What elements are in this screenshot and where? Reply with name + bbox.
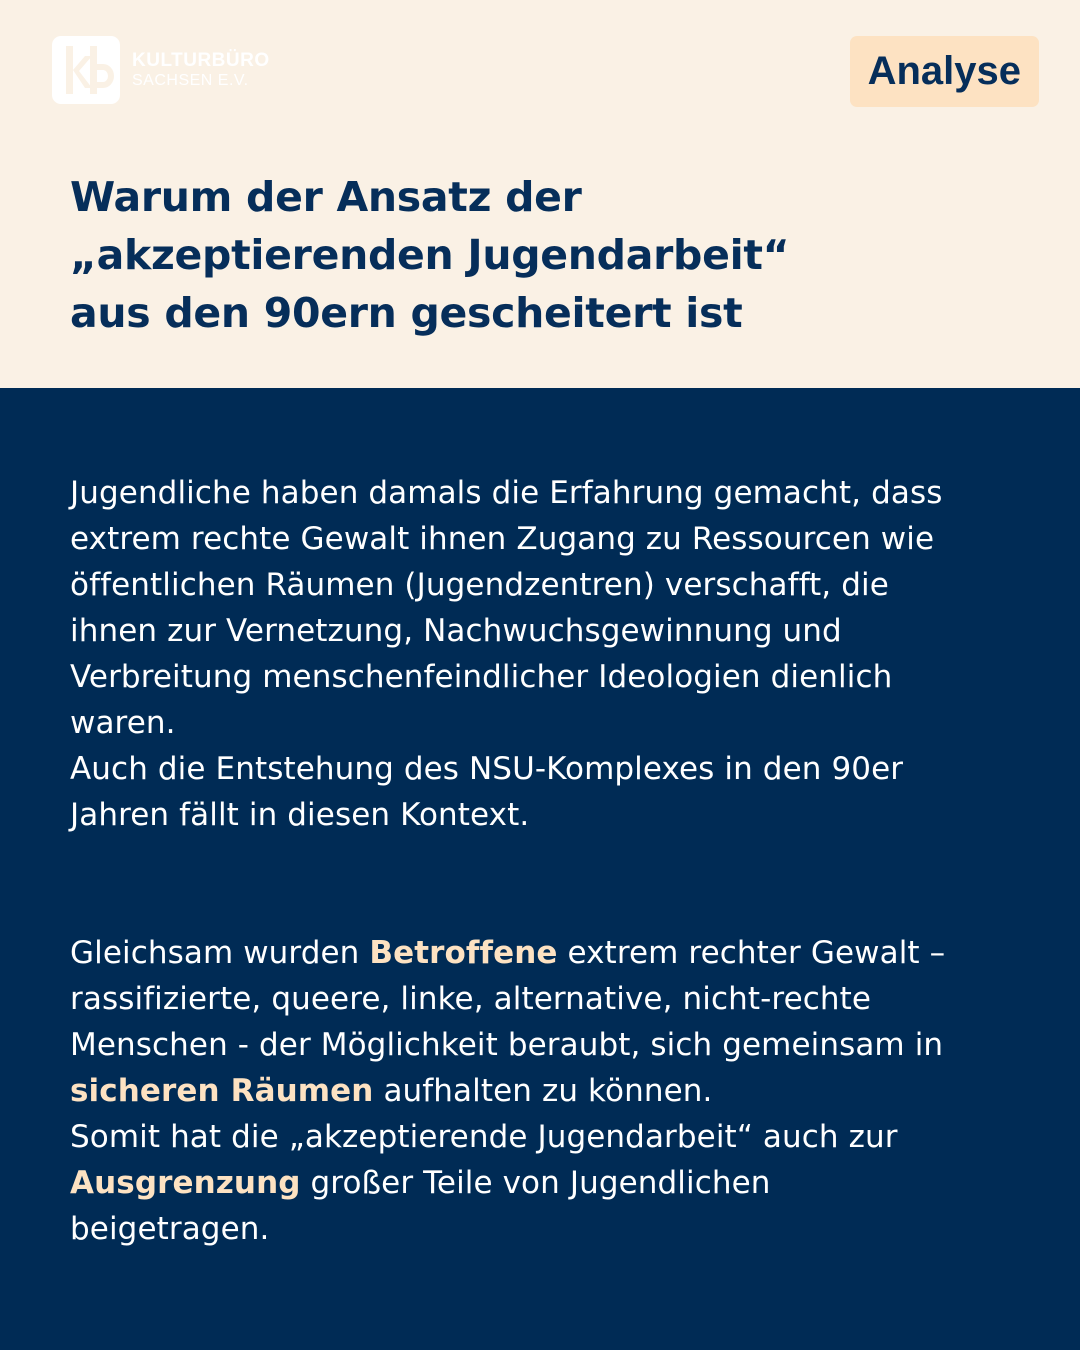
logo-name-line2: SACHSEN E.V. — [132, 72, 249, 89]
text-line — [70, 1068, 1020, 1114]
text-line — [70, 1160, 1020, 1206]
text-segment: großer Teile von Jugendlichen — [300, 1165, 771, 1201]
text-line: Auch die Entstehung des NSU-Komplexes in den 90er — [70, 751, 904, 787]
text-line: extrem rechte Gewalt ihnen Zugang zu Ressourcen wie — [70, 521, 935, 557]
category-badge: Analyse — [850, 36, 1039, 107]
text-segment: extrem rechter Gewalt – — [557, 935, 946, 971]
title-line: aus den 90ern gescheitert ist — [70, 289, 743, 337]
paragraph-1 — [70, 470, 1020, 838]
kb-logo-icon — [52, 36, 120, 104]
logo-name-line1: KULTURBÜRO — [132, 50, 270, 71]
text-line: Jugendliche haben damals die Erfahrung gemacht, dass — [70, 475, 943, 511]
highlight-betroffene: Betroffene — [369, 935, 558, 971]
logo-wordmark — [132, 50, 270, 90]
text-line: beigetragen. — [70, 1211, 270, 1247]
text-line: rassifizierte, queere, linke, alternative, nicht-rechte — [70, 981, 872, 1017]
title-line: Warum der Ansatz der — [70, 173, 582, 221]
highlight-ausgrenzung: Ausgrenzung — [70, 1165, 301, 1201]
text-line: ihnen zur Vernetzung, Nachwuchsgewinnung und — [70, 613, 842, 649]
text-segment: Gleichsam wurden — [70, 935, 370, 971]
text-line: Verbreitung menschenfeindlicher Ideologien dienlich — [70, 659, 893, 695]
highlight-sichere-raeume: sicheren Räumen — [70, 1073, 374, 1109]
text-segment: aufhalten zu können. — [373, 1073, 713, 1109]
text-line: Somit hat die „akzeptierende Jugendarbeit“ auch zur — [70, 1119, 898, 1155]
page-title — [70, 168, 970, 342]
text-line: Jahren fällt in diesen Kontext. — [70, 797, 530, 833]
text-line — [70, 930, 1020, 976]
text-line: waren. — [70, 705, 176, 741]
title-line: „akzeptierenden Jugendarbeit“ — [70, 231, 790, 279]
text-line: Menschen - der Möglichkeit beraubt, sich gemeinsam in — [70, 1027, 944, 1063]
paragraph-2 — [70, 930, 1020, 1252]
body-content — [70, 470, 1020, 1252]
kulturbuero-logo — [52, 36, 270, 104]
text-line: öffentlichen Räumen (Jugendzentren) verschafft, die — [70, 567, 889, 603]
header-section — [0, 0, 1080, 388]
